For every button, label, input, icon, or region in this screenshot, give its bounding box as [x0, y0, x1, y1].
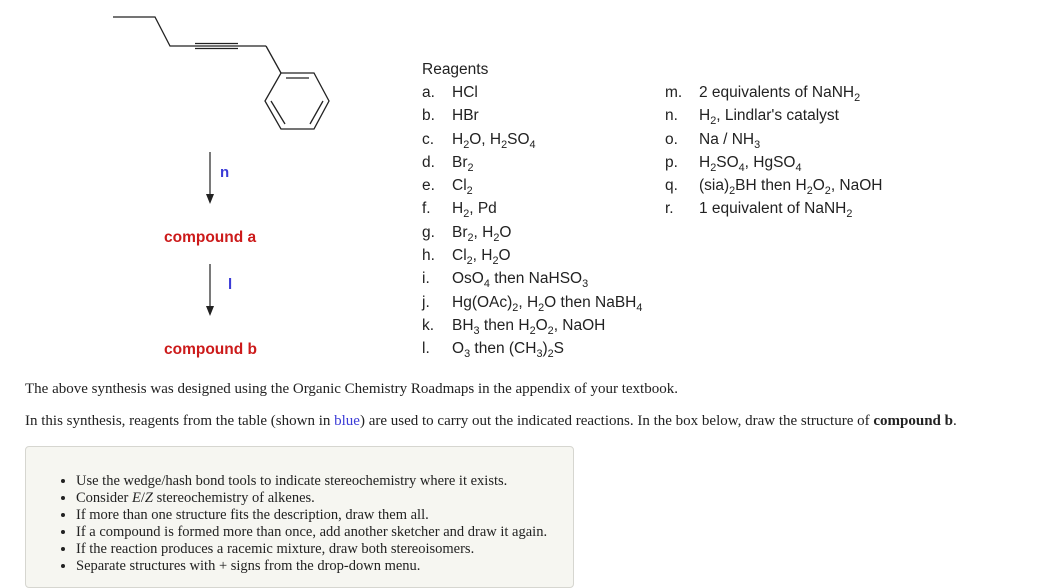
- reagent-row-k: [422, 314, 642, 337]
- reagent-text: 1 equivalent of NaNH$_2$: [699, 200, 853, 221]
- reagent-text: $H_2$, Lindlar's catalyst: [699, 107, 839, 128]
- reagent-row-q: [665, 174, 883, 197]
- compound-b-label: compound b: [164, 341, 257, 358]
- reagent-row-r: [665, 197, 883, 220]
- reagents-table-left: [422, 58, 642, 361]
- reagents-table-right: [665, 81, 883, 221]
- reagent-row-l: [422, 337, 642, 360]
- reagent-letter: m.: [665, 84, 683, 101]
- instructions-list: [26, 473, 573, 575]
- instruction-item: • Consider E/Z stereochemistry of alkenes.: [76, 490, 573, 507]
- reagent-letter: e.: [422, 177, 435, 195]
- roadmap-note: The above synthesis was designed using the Organic Chemistry Roadmaps in the appendix of your textbook.: [25, 381, 678, 397]
- reagent-letter: a.: [422, 84, 435, 101]
- reagent-row-p: [665, 151, 883, 174]
- reagent-letter: f.: [422, 200, 431, 218]
- reagent-letter: d.: [422, 153, 435, 171]
- reagent-text: $Cl_2$, $H_2O$: [452, 247, 511, 267]
- reagent-row-b: [422, 104, 642, 127]
- instruction-item: • If more than one structure fits the description, draw them all.: [76, 507, 573, 524]
- reagent-letter: k.: [422, 316, 435, 334]
- sketcher-instructions-box: [25, 446, 574, 588]
- step-1-reagent-label: n: [220, 164, 230, 181]
- reagent-letter: b.: [422, 107, 435, 125]
- reagent-row-j: [422, 291, 642, 314]
- reagent-text: $BH_3$ then $H_2O_2$, NaOH: [452, 316, 606, 337]
- reagent-text: $Hg(OAc)_2$, $H_2O$ then NaBH$_4$: [452, 293, 643, 314]
- reagent-row-i: [422, 267, 642, 290]
- reagent-letter: i.: [422, 270, 430, 288]
- reagent-text: $H_2SO_4$, HgSO$_4$: [699, 153, 802, 174]
- reagent-text: $H_2$, Pd: [452, 200, 497, 221]
- compound-a-label: compound a: [164, 229, 257, 246]
- reagent-row-h: [422, 244, 642, 267]
- instructions-text-2: ) are used to carry out the indicated reactions. In the box below, draw the structure of: [359, 413, 874, 429]
- reagent-text: $Br_2$, $H_2O$: [452, 223, 512, 244]
- reagent-letter: p.: [665, 153, 678, 171]
- reagent-letter: r.: [665, 200, 674, 218]
- instruction-item: • Use the wedge/hash bond tools to indicate stereochemistry where it exists.: [76, 473, 573, 490]
- instruction-item: • Separate structures with + signs from the drop-down menu.: [76, 558, 573, 575]
- reagent-letter: c.: [422, 130, 435, 148]
- reagent-text: $Br_2$: [452, 153, 474, 174]
- instructions-blue-word: blue: [334, 413, 360, 429]
- reagent-text: OsO$_4$ then NaHSO$_3$: [452, 270, 589, 291]
- reagent-row-g: [422, 221, 642, 244]
- reagent-row-m: [665, 81, 883, 104]
- step-2-reagent-label: l: [228, 276, 233, 293]
- reagent-text: 2 equivalents of NaNH$_2$: [699, 84, 861, 104]
- reaction-arrow-2: [204, 264, 216, 316]
- reagent-row-c: [422, 128, 642, 151]
- reagent-text: HCl: [452, 84, 478, 101]
- reagent-text: Na / $NH_3$: [699, 130, 761, 151]
- reagent-row-a: [422, 81, 642, 104]
- starting-material-structure: [100, 5, 340, 140]
- instruction-item: • If the reaction produces a racemic mixture, draw both stereoisomers.: [76, 541, 573, 558]
- reagent-text: $H_2O$, $H_2SO_4$: [452, 130, 536, 151]
- reagent-letter: q.: [665, 177, 678, 195]
- instructions-target-compound: compound b: [873, 413, 953, 429]
- instructions-text-3: .: [953, 413, 957, 429]
- reagent-text: $(sia)_2BH$ then $H_2O_2$, NaOH: [699, 177, 883, 197]
- instruction-item: • If a compound is formed more than once, add another sketcher and draw it again.: [76, 524, 573, 541]
- reaction-arrow-1: [204, 152, 216, 204]
- reagent-letter: l.: [422, 340, 430, 358]
- instructions-text-1: In this synthesis, reagents from the table (shown in: [25, 413, 335, 429]
- reagent-row-o: [665, 128, 883, 151]
- reagents-title: Reagents: [422, 61, 489, 78]
- reagent-row-f: [422, 197, 642, 220]
- reagent-text: $Cl_2$: [452, 177, 473, 197]
- reagent-letter: g.: [422, 223, 435, 241]
- reagent-text: HBr: [452, 107, 479, 125]
- reagent-letter: j.: [422, 293, 430, 311]
- instructions-paragraph: [25, 413, 957, 430]
- reagent-row-d: [422, 151, 642, 174]
- reagent-letter: h.: [422, 247, 435, 265]
- reagent-letter: n.: [665, 107, 678, 125]
- reagent-text: $O_3$ then $(CH_3)_2S$: [452, 340, 565, 361]
- reagent-row-e: [422, 174, 642, 197]
- reagent-row-n: [665, 104, 883, 127]
- reagent-letter: o.: [665, 130, 678, 148]
